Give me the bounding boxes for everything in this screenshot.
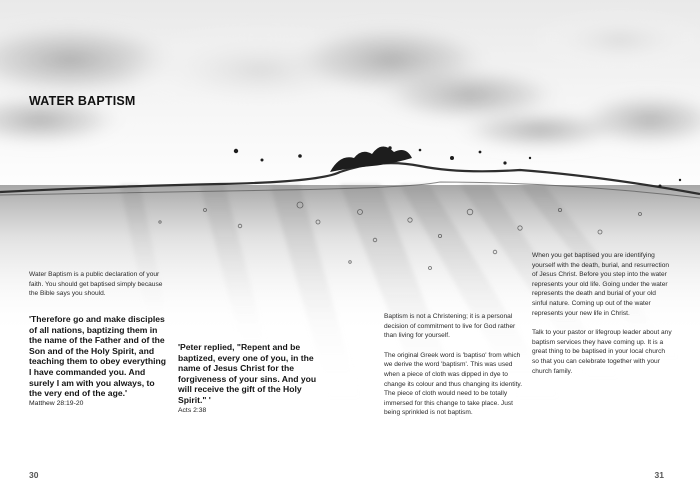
quote-reference: Matthew 28:19-20: [29, 399, 84, 407]
paragraph: Baptism is not a Christening; it is a personal decision of commitment to live for God rather than living for yourself.: [384, 313, 516, 340]
page-number-right: 31: [654, 470, 664, 480]
quote-text: 'Peter replied, "Repent and be baptized, every one of you, in the name of Jesus Christ for the forgiveness of your sins. And you will receive the gift of the Holy Spirit." ': [178, 342, 317, 405]
intro-paragraph: Water Baptism is a public declaration of your faith. You should get baptised simply because the Bible says you should.: [29, 271, 163, 298]
paragraph: When you get baptised you are identifying yourself with the death, burial, and resurrection of Jesus Christ. Before you step into the water represents your old life. Going under the water represents the death and burial of your old sinful nature. Coming up out of the water represents your new life in Christ.: [532, 252, 670, 317]
right-column: [532, 251, 672, 386]
middle-column: [384, 312, 524, 428]
scripture-quote-acts: [178, 342, 318, 416]
paragraph: Talk to your pastor or lifegroup leader about any baptism services they have coming up. It is a great thing to be baptised in your local church so that you can celebrate together with your church family.: [532, 329, 672, 375]
page-title: WATER BAPTISM: [29, 94, 136, 108]
quote-reference: Acts 2:38: [178, 406, 207, 414]
paragraph: The original Greek word is 'baptiso' from which we derive the word 'baptism'. This was used when a piece of cloth was dipped in dye to change its colour and thus changing its identity. The piece of cloth would need to be totally immersed for this change to take place. Just being sprinkled is not baptism.: [384, 351, 523, 417]
quote-text: 'Therefore go and make disciples of all nations, baptizing them in the name of the Father and of the Son and of the Holy Spirit, and teaching them to obey everything I have commanded you. And surely I am with you always, to the very end of the age.': [29, 314, 167, 399]
scripture-quote-matthew: [29, 314, 169, 409]
page-number-left: 30: [29, 470, 39, 480]
